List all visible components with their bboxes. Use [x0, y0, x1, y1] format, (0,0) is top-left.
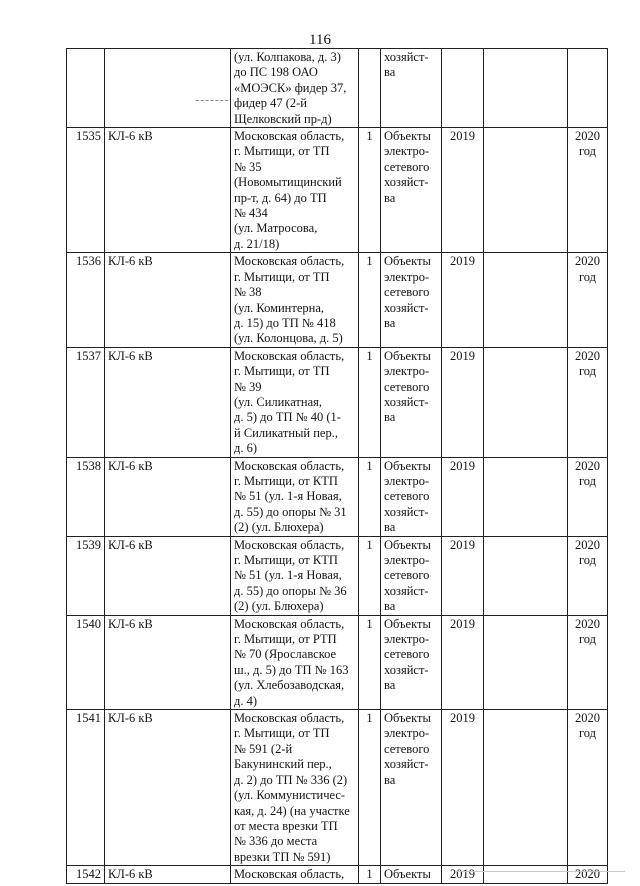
category-cell: Объекты: [381, 866, 442, 883]
row-number-cell: 1535: [67, 128, 105, 253]
empty-cell-cell: [484, 536, 568, 615]
table-row: [67, 710, 608, 866]
year-cell: 2019: [442, 347, 484, 457]
quantity-cell: 1: [359, 253, 381, 347]
year-cell: 2019: [442, 457, 484, 536]
row-number-cell: 1540: [67, 615, 105, 709]
route-description-cell: Московская область, г. Мытищи, от КТП № 51 (ул. 1-я Новая, д. 55) до опоры № 31 (2) (ул. Блюхера): [231, 457, 359, 536]
page-number: 116: [309, 32, 331, 48]
object-type-cell: КЛ-6 кВ: [105, 253, 231, 347]
object-type-cell: КЛ-6 кВ: [105, 615, 231, 709]
category-cell: хозяйст- ва: [381, 49, 442, 128]
year-cell: 2019: [442, 536, 484, 615]
empty-cell-cell: [484, 347, 568, 457]
row-number-cell: [67, 49, 105, 128]
completion-year-cell: 2020 год: [568, 710, 608, 866]
empty-cell-cell: [484, 128, 568, 253]
route-description-cell: Московская область, г. Мытищи, от ТП № 591 (2-й Бакунинский пер., д. 2) до ТП № 336 (2) (ул. Коммунистичес- кая, д. 24) (на участке от места врезки ТП № 336 до места врезки ТП № 591): [231, 710, 359, 866]
table-row: [67, 536, 608, 615]
completion-year-cell: 2020: [568, 866, 608, 883]
category-cell: Объекты электро- сетевого хозяйст- ва: [381, 347, 442, 457]
table-row: [67, 49, 608, 128]
completion-year-cell: [568, 49, 608, 128]
completion-year-cell: 2020 год: [568, 347, 608, 457]
table-row: [67, 128, 608, 253]
registry-table: [66, 48, 608, 884]
object-type-cell: КЛ-6 кВ: [105, 128, 231, 253]
empty-cell-cell: [484, 457, 568, 536]
quantity-cell: 1: [359, 866, 381, 883]
empty-cell-cell: [484, 710, 568, 866]
row-number-cell: 1541: [67, 710, 105, 866]
quantity-cell: 1: [359, 128, 381, 253]
table-body: [67, 49, 608, 884]
year-cell: 2019: [442, 615, 484, 709]
route-description-cell: Московская область, г. Мытищи, от ТП № 35 (Новомытищинский пр-т, д. 64) до ТП № 434 (ул. Матросова, д. 21/18): [231, 128, 359, 253]
object-type-cell: КЛ-6 кВ: [105, 866, 231, 883]
quantity-cell: 1: [359, 457, 381, 536]
quantity-cell: 1: [359, 615, 381, 709]
route-description-cell: Московская область, г. Мытищи, от ТП № 39 (ул. Силикатная, д. 5) до ТП № 40 (1- й Силикатный пер., д. 6): [231, 347, 359, 457]
table-row: [67, 457, 608, 536]
row-number-cell: 1542: [67, 866, 105, 883]
category-cell: Объекты электро- сетевого хозяйст- ва: [381, 128, 442, 253]
object-type-cell: КЛ-6 кВ: [105, 457, 231, 536]
completion-year-cell: 2020 год: [568, 253, 608, 347]
empty-cell-cell: [484, 49, 568, 128]
category-cell: Объекты электро- сетевого хозяйст- ва: [381, 536, 442, 615]
empty-cell-cell: [484, 615, 568, 709]
row-number-cell: 1538: [67, 457, 105, 536]
row-number-cell: 1537: [67, 347, 105, 457]
year-cell: 2019: [442, 710, 484, 866]
year-cell: 2019: [442, 128, 484, 253]
row-number-cell: 1539: [67, 536, 105, 615]
category-cell: Объекты электро- сетевого хозяйст- ва: [381, 457, 442, 536]
completion-year-cell: 2020 год: [568, 457, 608, 536]
category-cell: Объекты электро- сетевого хозяйст- ва: [381, 710, 442, 866]
year-cell: [442, 49, 484, 128]
quantity-cell: [359, 49, 381, 128]
route-description-cell: Московская область, г. Мытищи, от КТП № 51 (ул. 1-я Новая, д. 55) до опоры № 36 (2) (ул. Блюхера): [231, 536, 359, 615]
table-row: [67, 866, 608, 883]
completion-year-cell: 2020 год: [568, 615, 608, 709]
quantity-cell: 1: [359, 536, 381, 615]
completion-year-cell: 2020 год: [568, 536, 608, 615]
year-cell: 2019: [442, 866, 484, 883]
completion-year-cell: 2020 год: [568, 128, 608, 253]
scan-edge-line: [455, 871, 625, 872]
object-type-cell: КЛ-6 кВ: [105, 347, 231, 457]
year-cell: 2019: [442, 253, 484, 347]
category-cell: Объекты электро- сетевого хозяйст- ва: [381, 615, 442, 709]
object-type-cell: [105, 49, 231, 128]
table-row: [67, 253, 608, 347]
quantity-cell: 1: [359, 710, 381, 866]
category-cell: Объекты электро- сетевого хозяйст- ва: [381, 253, 442, 347]
empty-cell-cell: [484, 866, 568, 883]
route-description-cell: Московская область, г. Мытищи, от ТП № 38 (ул. Коминтерна, д. 15) до ТП № 418 (ул. Колонцова, д. 5): [231, 253, 359, 347]
table-row: [67, 347, 608, 457]
object-type-cell: КЛ-6 кВ: [105, 536, 231, 615]
row-number-cell: 1536: [67, 253, 105, 347]
empty-cell-cell: [484, 253, 568, 347]
table-row: [67, 615, 608, 709]
quantity-cell: 1: [359, 347, 381, 457]
route-description-cell: (ул. Колпакова, д. 3) до ПС 198 ОАО «МОЭСК» фидер 37, фидер 47 (2-й Щелковский пр-д): [231, 49, 359, 128]
route-description-cell: Московская область, г. Мытищи, от РТП № 70 (Ярославское ш., д. 5) до ТП № 163 (ул. Хлебозаводская, д. 4): [231, 615, 359, 709]
object-type-cell: КЛ-6 кВ: [105, 710, 231, 866]
route-description-cell: Московская область,: [231, 866, 359, 883]
